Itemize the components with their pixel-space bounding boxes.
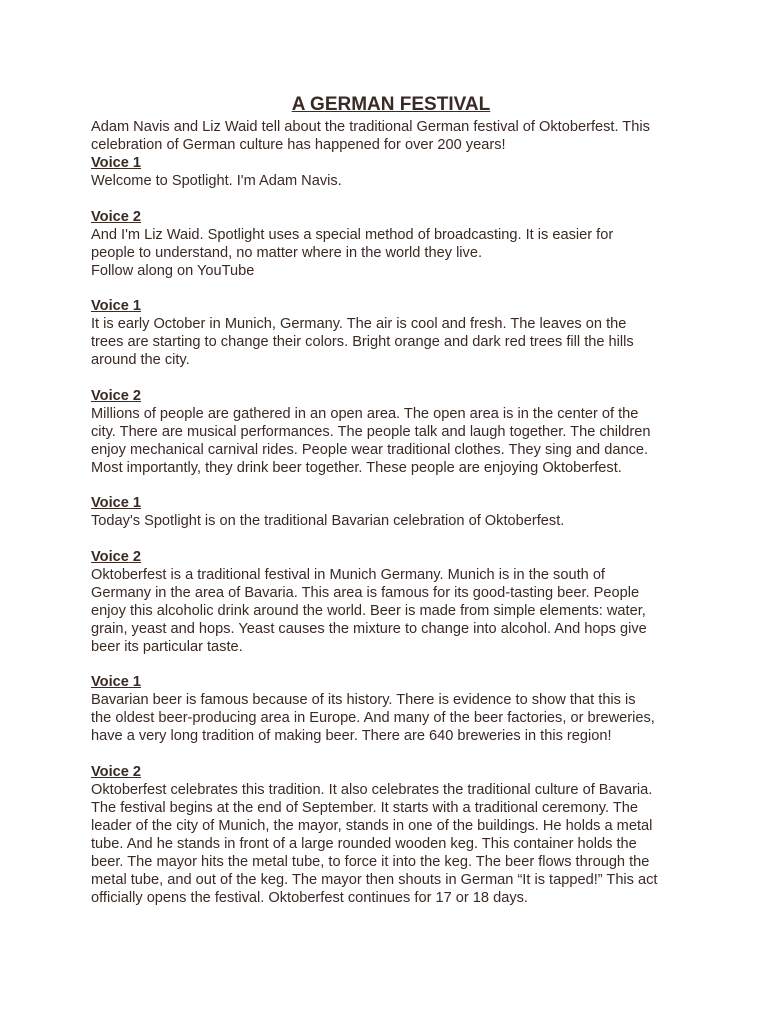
paragraph-line: Most importantly, they drink beer together. These people are enjoying Oktoberfest. (91, 459, 622, 476)
voice-label: Voice (91, 674, 129, 690)
paragraph-line: Millions of people are gathered in an open area. The open area is in the center of the (91, 405, 639, 422)
paragraph-line: officially opens the festival. Oktoberfest continues for 17 or 18 days. (91, 889, 528, 906)
paragraph-line: Follow along on YouTube (91, 262, 255, 279)
paragraph-line: enjoy mechanical carnival rides. People wear traditional clothes. They sing and dance. (91, 441, 649, 458)
paragraph-line: It is early October in Munich, Germany. The air is cool and fresh. The leaves on the (91, 316, 627, 332)
paragraph-line: grain, yeast and hops. Yeast causes the mixture to change into alcohol. And hops give (91, 620, 647, 637)
paragraph-line: metal tube, and out of the keg. The mayor then shouts in German “It is tapped!” This act (91, 871, 658, 888)
paragraph-line: have a very long tradition of making beer. There are 640 breweries in this region! (91, 728, 612, 744)
voice-heading (91, 494, 691, 512)
paragraph-line: Bavarian beer is famous because of its history. There is evidence to show that this is (91, 692, 636, 708)
paragraph-line: Today's Spotlight is on the traditional Bavarian celebration of Oktoberfest. (91, 513, 565, 529)
paragraph-line: And I'm Liz Waid. Spotlight uses a special method of broadcasting. It is easier for (91, 226, 614, 243)
voice-number: 2 (132, 548, 142, 565)
paragraph-line: Oktoberfest is a traditional festival in Munich Germany. Munich is in the south of (91, 566, 605, 583)
intro-line: Adam Navis and Liz Waid tell about the traditional German festival of Oktoberfest. This (91, 119, 650, 135)
paragraph-line: around the city. (91, 352, 190, 368)
paragraph-line: Germany in the area of Bavaria. This area is famous for its good-tasting beer. People (91, 584, 640, 601)
voice-heading (91, 548, 691, 566)
paragraph-line: Oktoberfest celebrates this tradition. It also celebrates the traditional culture of Bavaria. (91, 781, 653, 798)
paragraph-line: tube. And he stands in front of a large rounded wooden keg. This container holds the (91, 835, 637, 852)
voice-label: Voice (91, 155, 129, 171)
paragraph-line: leader of the city of Munich, the mayor, stands in one of the buildings. He holds a metal (91, 817, 653, 834)
voice-number: 2 (132, 763, 142, 780)
voice-heading (91, 763, 691, 781)
paragraph-line: city. There are musical performances. The people talk and laugh together. The children (91, 423, 651, 440)
voice-heading (91, 387, 691, 405)
intro-paragraph (91, 118, 691, 154)
voice-section (91, 154, 691, 190)
voice-section (91, 763, 691, 907)
voice-heading (91, 297, 691, 315)
paragraph-line: The festival begins at the end of September. It starts with a traditional ceremony. The (91, 799, 639, 816)
intro-line: celebration of German culture has happened for over 200 years! (91, 137, 506, 153)
paragraph-line: people to understand, no matter where in the world they live. (91, 244, 483, 261)
paragraph-line: enjoy this alcoholic drink around the world. Beer is made from simple elements: water, (91, 602, 646, 619)
voice-number: 2 (132, 387, 142, 404)
voice-label: Voice (91, 763, 129, 780)
paragraph-line: trees are starting to change their colors. Bright orange and dark red trees fill the hills (91, 334, 634, 350)
paragraph-line: beer. The mayor hits the metal tube, to force it into the keg. The beer flows through the (91, 853, 650, 870)
voice-label: Voice (91, 387, 129, 404)
voice-section (91, 387, 691, 477)
voice-section (91, 208, 691, 280)
voice-label: Voice (91, 208, 129, 225)
document-title: A GERMAN FESTIVAL (291, 94, 491, 115)
voice-section (91, 673, 691, 745)
voice-label: Voice (91, 495, 129, 511)
voice-heading (91, 208, 691, 226)
voice-number: 1 (132, 155, 142, 171)
voice-section (91, 297, 691, 369)
voice-label: Voice (91, 298, 129, 314)
paragraph-line: beer its particular taste. (91, 638, 243, 655)
paragraph-line: the oldest beer-producing area in Europe. And many of the beer factories, or breweries, (91, 710, 655, 726)
voice-number: 1 (132, 674, 142, 690)
paragraph-line: Welcome to Spotlight. I'm Adam Navis. (91, 173, 342, 189)
voice-number: 1 (132, 298, 142, 314)
voice-label: Voice (91, 548, 129, 565)
document-page (91, 94, 691, 907)
voice-heading (91, 673, 691, 691)
voice-heading (91, 154, 691, 172)
voice-section (91, 494, 691, 530)
voice-number: 2 (132, 208, 142, 225)
voice-number: 1 (132, 495, 142, 511)
voice-section (91, 548, 691, 656)
